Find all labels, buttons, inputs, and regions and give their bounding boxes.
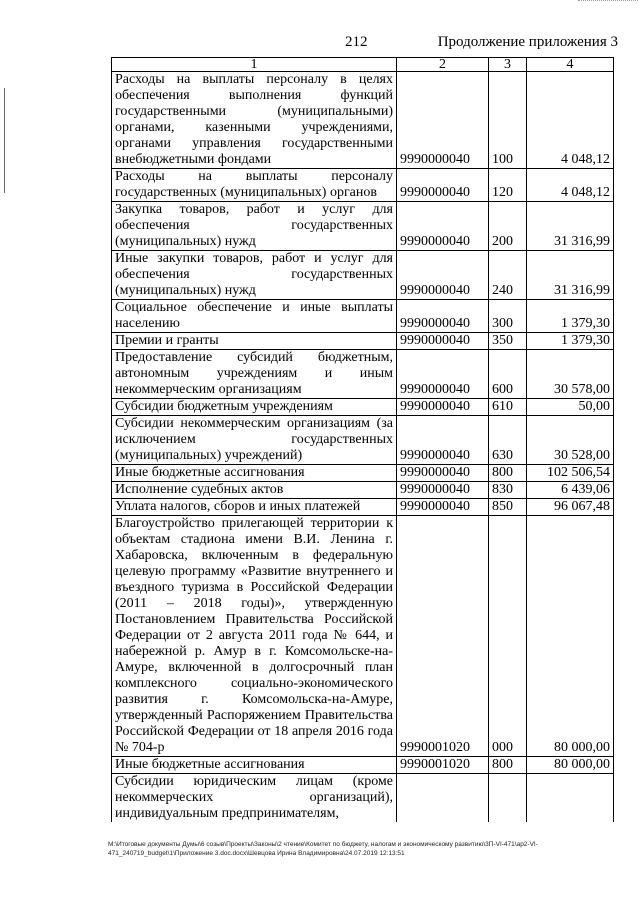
- row-expense-type: 630: [489, 416, 527, 465]
- row-expense-type: 240: [489, 251, 527, 300]
- row-target-code: [397, 774, 489, 823]
- row-target-code: 9990000040: [397, 399, 489, 416]
- row-expense-type: 120: [489, 169, 527, 202]
- row-amount: 31 316,99: [527, 202, 614, 251]
- table-row: [112, 757, 614, 774]
- table-row: [112, 516, 614, 757]
- table-row: [112, 774, 614, 823]
- row-amount: 1 379,30: [527, 300, 614, 333]
- table-row: [112, 72, 614, 169]
- table-row: [112, 202, 614, 251]
- row-target-code: 9990000040: [397, 416, 489, 465]
- row-description: Расходы на выплаты персоналу государственных (муниципальных) органов: [112, 169, 397, 202]
- row-amount: 1 379,30: [527, 333, 614, 350]
- row-description: Благоустройство прилегающей территории к объектам стадиона имени В.И. Ленина г. Хабаровска, включенным в федеральную целевую программу «Развитие внутреннего и въездного туризма в Российской Федерации (2011 – 2018 годы)», утвержденную Постановлением Правительства Российской Федерации от 2 августа 2011 года № 644, и набережной р. Амур в г. Комсомольске-на-Амуре, включенной в долгосрочный план комплексного социально-экономического развития г. Комсомольска-на-Амуре, утвержденный Распоряжением Правительства Российской Федерации от 18 апреля 2016 года № 704-р: [112, 516, 397, 757]
- table-row: [112, 399, 614, 416]
- column-header: 4: [527, 58, 614, 72]
- row-target-code: 9990000040: [397, 300, 489, 333]
- table-row: [112, 482, 614, 499]
- row-target-code: 9990000040: [397, 202, 489, 251]
- row-amount: 4 048,12: [527, 72, 614, 169]
- table-row: [112, 300, 614, 333]
- scan-edge-mark: [578, 0, 638, 5]
- row-description: Закупка товаров, работ и услуг для обеспечения государственных (муниципальных) нужд: [112, 202, 397, 251]
- row-expense-type: 800: [489, 465, 527, 482]
- table-row: [112, 333, 614, 350]
- row-amount: 80 000,00: [527, 516, 614, 757]
- row-description: Предоставление субсидий бюджетным, автономным учреждениям и иным некоммерческим организациям: [112, 350, 397, 399]
- row-target-code: 9990000040: [397, 482, 489, 499]
- row-amount: 6 439,06: [527, 482, 614, 499]
- row-description: Расходы на выплаты персоналу в целях обеспечения выполнения функций государственными (муниципальными) органами, казенными учреждениями, органами управления государственными внебюджетными фондами: [112, 72, 397, 169]
- row-target-code: 9990001020: [397, 757, 489, 774]
- row-expense-type: 100: [489, 72, 527, 169]
- row-expense-type: 850: [489, 499, 527, 516]
- table-row: [112, 350, 614, 399]
- row-description: Иные закупки товаров, работ и услуг для обеспечения государственных (муниципальных) нужд: [112, 251, 397, 300]
- row-description: Иные бюджетные ассигнования: [112, 757, 397, 774]
- table-row: [112, 499, 614, 516]
- row-expense-type: 350: [489, 333, 527, 350]
- scan-margin-line: [4, 88, 5, 193]
- row-description: Субсидии юридическим лицам (кроме некоммерческих организаций), индивидуальным предпринимателям,: [112, 774, 397, 823]
- row-expense-type: 610: [489, 399, 527, 416]
- row-target-code: 9990000040: [397, 333, 489, 350]
- row-amount: 4 048,12: [527, 169, 614, 202]
- row-target-code: 9990000040: [397, 350, 489, 399]
- table-row: [112, 251, 614, 300]
- row-expense-type: 300: [489, 300, 527, 333]
- column-header: 2: [397, 58, 489, 72]
- row-description: Исполнение судебных актов: [112, 482, 397, 499]
- row-description: Премии и гранты: [112, 333, 397, 350]
- row-amount: 80 000,00: [527, 757, 614, 774]
- table-header-row: [112, 58, 614, 72]
- column-header: 1: [112, 58, 397, 72]
- row-amount: 96 067,48: [527, 499, 614, 516]
- row-amount: 50,00: [527, 399, 614, 416]
- table-row: [112, 416, 614, 465]
- column-header: 3: [489, 58, 527, 72]
- row-amount: 31 316,99: [527, 251, 614, 300]
- document-path-footer: М:\Итоговые документы Думы\6 созыв\Проекты\Законы\2 чтение\Комитет по бюджету, налогам и экономическому развитию\3П-VI-471\ap2-VI-471_240719_budget\1\Приложение 3.doc.docx\Шевцова Ирина Владимировна\24.07.2019 12:13:51: [108, 841, 538, 857]
- row-description: Иные бюджетные ассигнования: [112, 465, 397, 482]
- row-amount: 30 528,00: [527, 416, 614, 465]
- row-description: Социальное обеспечение и иные выплаты населению: [112, 300, 397, 333]
- row-expense-type: 830: [489, 482, 527, 499]
- row-target-code: 9990000040: [397, 72, 489, 169]
- page-number: 212: [345, 34, 368, 50]
- row-expense-type: 800: [489, 757, 527, 774]
- row-target-code: 9990000040: [397, 465, 489, 482]
- row-expense-type: 000: [489, 516, 527, 757]
- row-target-code: 9990001020: [397, 516, 489, 757]
- row-target-code: 9990000040: [397, 499, 489, 516]
- table-row: [112, 465, 614, 482]
- row-description: Субсидии некоммерческим организациям (за исключением государственных (муниципальных) учреждений): [112, 416, 397, 465]
- row-description: Уплата налогов, сборов и иных платежей: [112, 499, 397, 516]
- continuation-label: Продолжение приложения 3: [437, 34, 618, 50]
- row-target-code: 9990000040: [397, 251, 489, 300]
- budget-table: [111, 57, 614, 822]
- row-description: Субсидии бюджетным учреждениям: [112, 399, 397, 416]
- row-target-code: 9990000040: [397, 169, 489, 202]
- row-expense-type: [489, 774, 527, 823]
- row-expense-type: 600: [489, 350, 527, 399]
- row-amount: 30 578,00: [527, 350, 614, 399]
- table-row: [112, 169, 614, 202]
- row-expense-type: 200: [489, 202, 527, 251]
- row-amount: [527, 774, 614, 823]
- row-amount: 102 506,54: [527, 465, 614, 482]
